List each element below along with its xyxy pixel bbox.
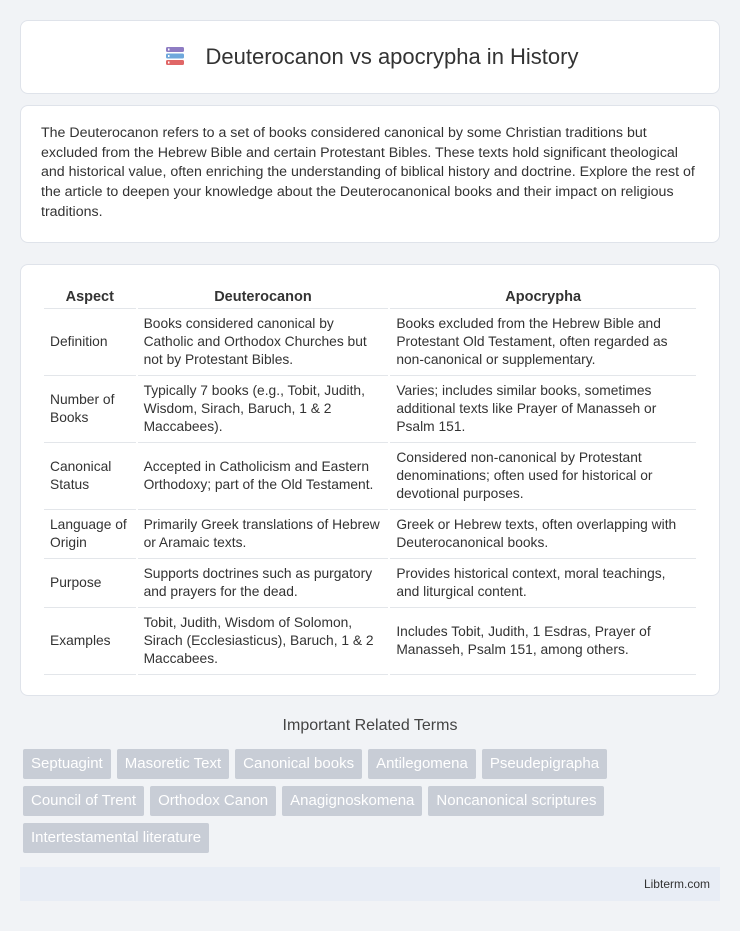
table-header-row [44,285,696,309]
table-row [44,608,696,675]
header-apocrypha: Apocrypha [390,285,696,309]
row-deuterocanon: Tobit, Judith, Wisdom of Solomon, Sirach (Ecclesiasticus), Baruch, 1 & 2 Maccabees. [138,608,389,675]
row-deuterocanon: Books considered canonical by Catholic and Orthodox Churches but not by Protestant Bibles. [138,309,389,376]
header-aspect: Aspect [44,285,136,309]
comparison-table [42,285,698,675]
row-apocrypha: Greek or Hebrew texts, often overlapping with Deuterocanonical books. [390,510,696,559]
row-aspect: Definition [44,309,136,376]
row-apocrypha: Provides historical context, moral teachings, and liturgical content. [390,559,696,608]
comparison-table-card [20,264,720,696]
tag-masoretic-text[interactable]: Masoretic Text [117,749,229,779]
table-row [44,510,696,559]
row-apocrypha: Varies; includes similar books, sometimes additional texts like Prayer of Manasseh or Psalm 151. [390,376,696,443]
row-apocrypha: Books excluded from the Hebrew Bible and Protestant Old Testament, often regarded as non-canonical or supplementary. [390,309,696,376]
intro-paragraph: The Deuterocanon refers to a set of books considered canonical by some Christian traditions but excluded from the Hebrew Bible and certain Protestant Bibles. These texts hold significant theological and historical value, often enriching the understanding of biblical history and doctrine. Explore the rest of the article to deepen your knowledge about the Deuterocanonical books and their impact on religious traditions. [41,125,695,220]
intro-card [20,105,720,243]
related-terms-tags [23,749,723,853]
table-row [44,376,696,443]
book-stack-icon [162,44,188,70]
tag-antilegomena[interactable]: Antilegomena [368,749,476,779]
row-deuterocanon: Primarily Greek translations of Hebrew or Aramaic texts. [138,510,389,559]
tag-intertestamental-literature[interactable]: Intertestamental literature [23,823,209,853]
tag-canonical-books[interactable]: Canonical books [235,749,362,779]
footer-brand-link[interactable]: Libterm.com [643,877,710,891]
row-apocrypha: Includes Tobit, Judith, 1 Esdras, Prayer of Manasseh, Psalm 151, among others. [390,608,696,675]
row-aspect: Examples [44,608,136,675]
tag-pseudepigrapha[interactable]: Pseudepigrapha [482,749,607,779]
header-card [20,20,720,94]
related-terms-title: Important Related Terms [282,717,458,734]
row-aspect: Number of Books [44,376,136,443]
tag-noncanonical-scriptures[interactable]: Noncanonical scriptures [428,786,604,816]
row-deuterocanon: Supports doctrines such as purgatory and prayers for the dead. [138,559,389,608]
table-row [44,559,696,608]
table-row [44,309,696,376]
header-deuterocanon: Deuterocanon [138,285,389,309]
page-title: Deuterocanon vs apocrypha in History [205,44,579,69]
row-aspect: Language of Origin [44,510,136,559]
row-deuterocanon: Typically 7 books (e.g., Tobit, Judith, Wisdom, Sirach, Baruch, 1 & 2 Maccabees). [138,376,389,443]
table-row [44,443,696,510]
row-deuterocanon: Accepted in Catholicism and Eastern Orthodoxy; part of the Old Testament. [138,443,389,510]
tag-septuagint[interactable]: Septuagint [23,749,111,779]
row-apocrypha: Considered non-canonical by Protestant denominations; often used for historical or devotional purposes. [390,443,696,510]
title-wrap [162,44,579,70]
tag-anagignoskomena[interactable]: Anagignoskomena [282,786,422,816]
footer [20,867,720,901]
tag-orthodox-canon[interactable]: Orthodox Canon [150,786,276,816]
row-aspect: Purpose [44,559,136,608]
tag-council-of-trent[interactable]: Council of Trent [23,786,144,816]
row-aspect: Canonical Status [44,443,136,510]
